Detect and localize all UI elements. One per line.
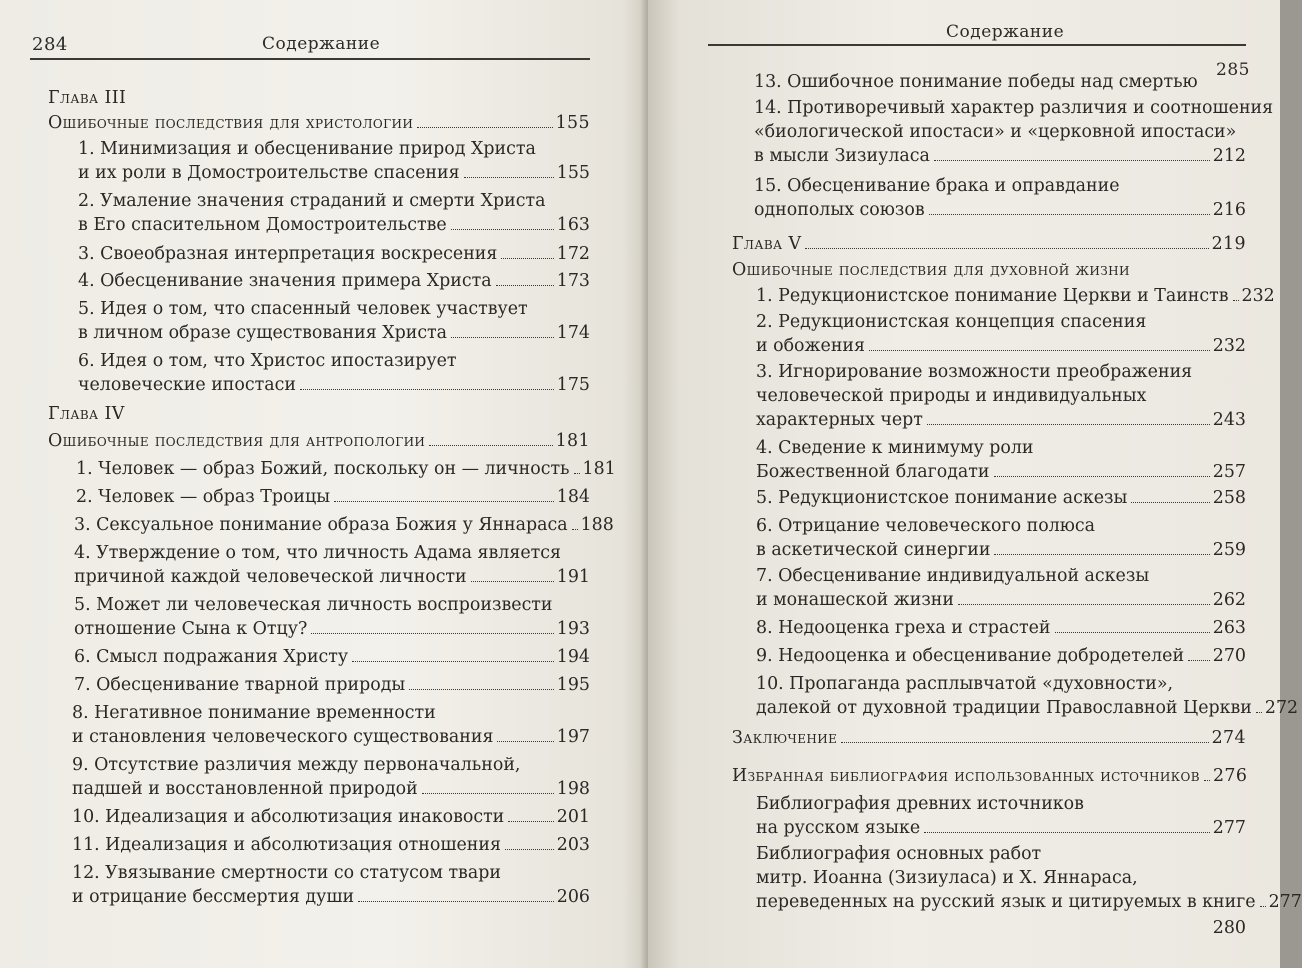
toc-entry: 6. Смысл подражания Христу 194	[74, 647, 590, 667]
toc-entry: 15. Обесценивание брака и оправдание однополых союзов 216	[754, 176, 1246, 220]
toc-entry: Ошибочные последствия для духовной жизни	[732, 260, 1130, 280]
toc-entry: Заключение 274	[732, 728, 1246, 748]
toc-page-number: 280	[1212, 918, 1246, 938]
toc-entry: Избранная библиография использованных источников 276	[732, 766, 1248, 786]
toc-entry: 7. Обесценивание тварной природы 195	[74, 675, 590, 695]
toc-entry: 4. Обесценивание значения примера Христа 173	[78, 271, 590, 291]
toc-entry: Библиография древних источников на русском языке 277	[756, 794, 1246, 838]
toc-entry: 12. Увязывание смертности со статусом твари и отрицание бессмертия души 206	[72, 863, 590, 907]
toc-entry: 1. Редукционистское понимание Церкви и Таинств 232	[756, 286, 1275, 306]
right-page-number: 285	[1216, 60, 1250, 80]
chapter-heading: Глава IV	[48, 404, 125, 424]
toc-entry: 1. Минимизация и обесценивание природ Христа и их роли в Домостроительстве спасения 155	[78, 139, 590, 183]
toc-entry: 5. Редукционистское понимание аскезы 258	[756, 488, 1246, 508]
toc-entry: 11. Идеализация и абсолютизация отношения 203	[72, 835, 590, 855]
toc-entry: 5. Идея о том, что спасенный человек участвует в личном образе существования Христа 174	[78, 299, 590, 343]
left-page	[0, 0, 648, 968]
toc-entry: 8. Негативное понимание временности и становления человеческого существования 197	[72, 703, 590, 747]
left-header-rule	[30, 58, 590, 60]
toc-entry: 9. Недооценка и обесценивание добродетелей 270	[756, 646, 1246, 666]
toc-entry: 6. Отрицание человеческого полюса в аскетической синергии 259	[756, 516, 1246, 560]
toc-entry: Ошибочные последствия для антропологии 181	[48, 431, 590, 451]
toc-entry: 4. Утверждение о том, что личность Адама является причиной каждой человеческой личности 191	[74, 543, 590, 587]
right-page	[648, 0, 1302, 968]
toc-entry: 10. Пропаганда расплывчатой «духовности», далекой от духовной традиции Православной Церкви 272	[756, 674, 1299, 718]
toc-entry: 1. Человек — образ Божий, поскольку он — личность 181	[76, 459, 616, 479]
right-header-rule	[708, 44, 1246, 46]
toc-entry: 10. Идеализация и абсолютизация инаковости 201	[72, 807, 590, 827]
chapter-heading: Глава III	[48, 88, 127, 108]
toc-entry: 14. Противоречивый характер различия и соотношения «биологической ипостаси» и «церковной ипостаси» в мысли Зизиуласа 212	[754, 98, 1274, 166]
toc-entry: 3. Своеобразная интерпретация воскресения 172	[78, 244, 590, 264]
left-running-header: Содержание	[262, 34, 381, 54]
toc-entry: 4. Сведение к минимуму роли Божественной благодати 257	[756, 438, 1246, 482]
toc-entry: Ошибочные последствия для христологии 155	[48, 113, 590, 133]
toc-entry: 8. Недооценка греха и страстей 263	[756, 618, 1246, 638]
toc-entry: 5. Может ли человеческая личность воспроизвести отношение Сына к Отцу? 193	[74, 595, 590, 639]
toc-entry: 9. Отсутствие различия между первоначальной, падшей и восстановленной природой 198	[72, 755, 590, 799]
toc-entry: 2. Редукционистская концепция спасения и обожения 232	[756, 312, 1246, 356]
toc-entry: 3. Игнорирование возможности преображения человеческой природы и индивидуальных характерных черт 243	[756, 362, 1246, 430]
right-running-header: Содержание	[946, 22, 1065, 42]
toc-entry: 7. Обесценивание индивидуальной аскезы и монашеской жизни 262	[756, 566, 1246, 610]
toc-entry: Библиография основных работ митр. Иоанна (Зизиуласа) и Х. Яннараса, переведенных на русский язык и цитируемых в книге 277	[756, 844, 1302, 912]
chapter-heading: Глава V 219	[732, 234, 1246, 254]
toc-entry: 3. Сексуальное понимание образа Божия у Яннараса 188	[74, 515, 614, 535]
toc-entry: 2. Человек — образ Троицы 184	[76, 487, 590, 507]
toc-entry: 13. Ошибочное понимание победы над смертью	[754, 72, 1198, 92]
toc-entry: 6. Идея о том, что Христос ипостазирует человеческие ипостаси 175	[78, 351, 590, 395]
toc-entry: 2. Умаление значения страданий и смерти Христа в Его спасительном Домостроительстве 163	[78, 191, 590, 235]
left-page-number: 284	[32, 34, 68, 55]
